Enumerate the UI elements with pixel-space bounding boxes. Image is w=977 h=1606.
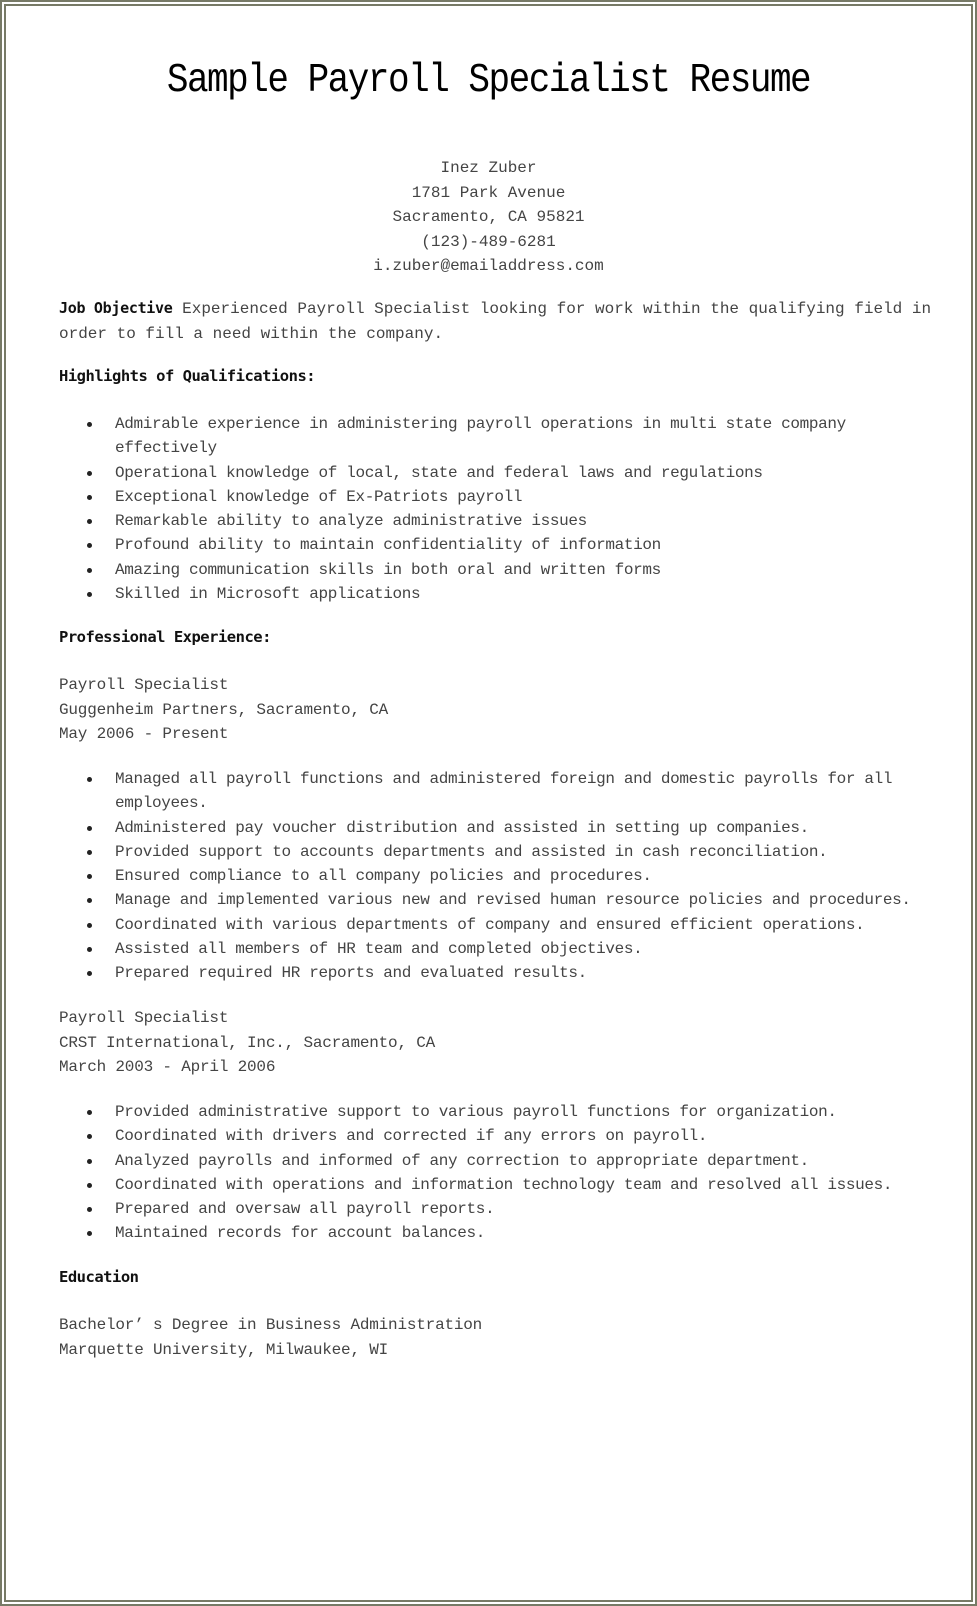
list-item: Remarkable ability to analyze administrative issues xyxy=(59,509,919,533)
list-item: Assisted all members of HR team and completed objectives. xyxy=(59,937,919,961)
bullet-icon xyxy=(87,1134,92,1139)
job-objective-text-line1: Experienced Payroll Specialist looking for work within the qualifying field in xyxy=(182,300,932,318)
list-item: Prepared and oversaw all payroll reports. xyxy=(59,1197,919,1221)
list-item: Operational knowledge of local, state and federal laws and regulations xyxy=(59,461,919,485)
bullet-icon xyxy=(87,1183,92,1188)
list-item: Ensured compliance to all company policies and procedures. xyxy=(59,864,919,888)
list-item: Skilled in Microsoft applications xyxy=(59,582,919,606)
bullet-icon xyxy=(87,826,92,831)
bullet-icon xyxy=(87,422,92,427)
list-item: Profound ability to maintain confidentiality of information xyxy=(59,533,919,557)
list-item: Coordinated with drivers and corrected if any errors on payroll. xyxy=(59,1124,919,1148)
job-1-header xyxy=(59,673,919,747)
education-block xyxy=(59,1313,919,1362)
contact-city: Sacramento, CA 95821 xyxy=(392,208,585,226)
list-item: Provided support to accounts departments and assisted in cash reconciliation. xyxy=(59,840,919,864)
bullet-icon xyxy=(87,1110,92,1115)
bullet-icon xyxy=(87,543,92,548)
bullet-icon xyxy=(87,568,92,573)
bullet-icon xyxy=(87,1159,92,1164)
education-school: Marquette University, Milwaukee, WI xyxy=(59,1340,389,1359)
bullet-icon xyxy=(87,592,92,597)
list-item: Coordinated with operations and information technology team and resolved all issues. xyxy=(59,1173,919,1197)
job-objective-label: Job Objective xyxy=(59,299,173,317)
job-1-company: Guggenheim Partners, Sacramento, CA xyxy=(59,700,389,719)
bullet-icon xyxy=(87,495,92,500)
job-1-dates: May 2006 - Present xyxy=(59,725,229,743)
education-degree: Bachelor’ s Degree in Business Administration xyxy=(59,1316,483,1334)
document-title: Sample Payroll Specialist Resume xyxy=(166,57,811,104)
job-objective-text-line2: order to fill a need within the company. xyxy=(59,324,444,343)
bullet-icon xyxy=(87,1231,92,1236)
list-item: Managed all payroll functions and administered foreign and domestic payrolls for all employees. xyxy=(59,767,919,816)
job-1-title: Payroll Specialist xyxy=(59,676,229,694)
job-2-company: CRST International, Inc., Sacramento, CA xyxy=(59,1033,436,1052)
bullet-icon xyxy=(87,850,92,855)
bullet-icon xyxy=(87,947,92,952)
contact-block xyxy=(0,156,977,279)
list-item: Exceptional knowledge of Ex-Patriots payroll xyxy=(59,485,919,509)
list-item: Amazing communication skills in both oral and written forms xyxy=(59,558,919,582)
bullet-icon xyxy=(87,923,92,928)
list-item: Analyzed payrolls and informed of any correction to appropriate department. xyxy=(59,1149,919,1173)
list-item: Prepared required HR reports and evaluated results. xyxy=(59,961,919,985)
highlights-heading: Highlights of Qualifications: xyxy=(59,367,316,385)
job-1-duties xyxy=(59,767,919,986)
job-2-duties xyxy=(59,1100,919,1246)
highlights-list xyxy=(59,412,919,606)
contact-street: 1781 Park Avenue xyxy=(411,183,566,202)
experience-heading: Professional Experience: xyxy=(59,628,271,646)
job-2-dates: March 2003 - April 2006 xyxy=(59,1058,276,1076)
job-2-title: Payroll Specialist xyxy=(59,1009,229,1027)
bullet-icon xyxy=(87,777,92,782)
bullet-icon xyxy=(87,471,92,476)
job-2-header xyxy=(59,1006,919,1080)
list-item: Coordinated with various departments of company and ensured efficient operations. xyxy=(59,913,919,937)
list-item: Administered pay voucher distribution and assisted in setting up companies. xyxy=(59,816,919,840)
bullet-icon xyxy=(87,898,92,903)
list-item: Admirable experience in administering payroll operations in multi state company effectively xyxy=(59,412,919,461)
list-item: Manage and implemented various new and revised human resource policies and procedures. xyxy=(59,888,919,912)
contact-email: i.zuber@emailaddress.com xyxy=(373,257,604,275)
bullet-icon xyxy=(87,874,92,879)
contact-phone: (123)-489-6281 xyxy=(421,232,556,251)
education-heading: Education xyxy=(59,1268,139,1286)
bullet-icon xyxy=(87,1207,92,1212)
list-item: Maintained records for account balances. xyxy=(59,1221,919,1245)
job-objective xyxy=(59,296,932,346)
bullet-icon xyxy=(87,519,92,524)
bullet-icon xyxy=(87,971,92,976)
contact-name: Inez Zuber xyxy=(440,159,537,177)
list-item: Provided administrative support to various payroll functions for organization. xyxy=(59,1100,919,1124)
